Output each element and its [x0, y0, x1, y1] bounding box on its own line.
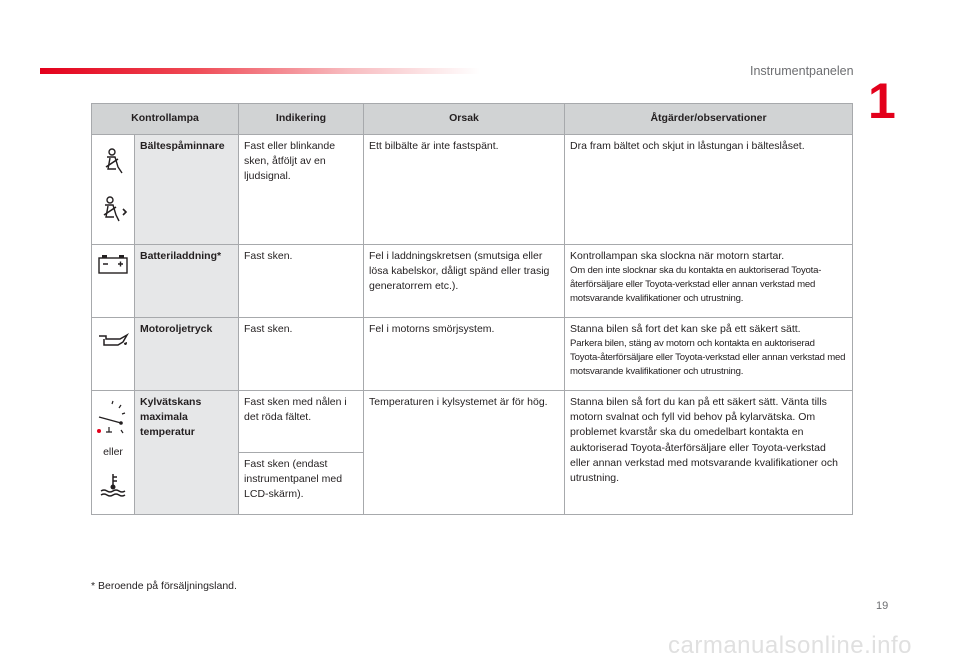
table-row — [92, 318, 853, 391]
coolant-temperature-icon — [98, 472, 128, 498]
action-cell — [565, 245, 853, 318]
lamp-name: Bältespåminnare — [135, 135, 239, 245]
lamp-name: Kylvätskans maximala temperatur — [135, 391, 239, 515]
warning-lamp-table — [91, 103, 853, 515]
action-text: Dra fram bältet och skjut in låstungan i bälteslåset. — [565, 135, 853, 245]
header-atgarder: Åtgärder/observationer — [565, 104, 853, 135]
header-kontrollampa: Kontrollampa — [92, 104, 239, 135]
header-orsak: Orsak — [364, 104, 565, 135]
indication-text: Fast eller blinkande sken, åtföljt av en ljudsignal. — [239, 135, 364, 245]
action-note: Parkera bilen, stäng av motorn och kontakta en auktoriserad Toyota-återförsäljare eller Toyota-verkstad eller annan verkstad med motsvarande kvalifikationer och utrustning. — [570, 338, 846, 378]
header-red-bar — [40, 68, 480, 74]
action-text: Stanna bilen så fort du kan på ett säkert sätt. Vänta tills motorn svalnat och fyll vid behov på kylarvätska. Om problemet kvarstår ska du omedelbart kontakta en auktoriserad Toyota-återförsäljare eller Toyota-verkstad eller annan verkstad med motsvarande kvalifikationer och utrustning. — [565, 391, 853, 515]
icon-separator: eller — [103, 446, 123, 458]
oil-pressure-icon — [96, 330, 130, 350]
chapter-number: 1 — [868, 73, 896, 129]
header-indikering: Indikering — [239, 104, 364, 135]
lamp-name: Motoroljetryck — [135, 318, 239, 391]
action-cell — [565, 318, 853, 391]
icon-cell — [92, 135, 135, 245]
cause-text: Fel i motorns smörjsystem. — [364, 318, 565, 391]
battery-charge-icon — [97, 253, 129, 275]
table-header-row — [92, 104, 853, 135]
indication-text: Fast sken med nålen i det röda fältet. — [239, 391, 364, 453]
indication-alt-text: Fast sken (endast instrumentpanel med LCD-skärm). — [239, 453, 364, 515]
temperature-gauge-icon — [95, 399, 131, 439]
lamp-name: Batteriladdning* — [135, 245, 239, 318]
page-number: 19 — [876, 600, 889, 612]
action-text: Stanna bilen så fort det kan ske på ett säkert sätt. — [570, 323, 801, 335]
action-note: Om den inte slocknar ska du kontakta en auktoriserad Toyota-återförsäljare eller Toyota-verkstad eller annan verkstad med motsvarande kvalifikationer och utrustning. — [570, 265, 822, 305]
indication-text: Fast sken. — [239, 318, 364, 391]
icon-cell — [92, 318, 135, 391]
seatbelt-reminder-icon — [98, 147, 128, 177]
cause-text: Temperaturen i kylsystemet är för hög. — [364, 391, 565, 515]
section-title: Instrumentpanelen — [750, 64, 854, 78]
table-row — [92, 391, 853, 453]
seatbelt-rear-reminder-icon — [97, 195, 129, 227]
cause-text: Ett bilbälte är inte fastspänt. — [364, 135, 565, 245]
table-row — [92, 135, 853, 245]
table-row — [92, 245, 853, 318]
watermark: carmanualsonline.info — [668, 632, 912, 659]
icon-cell — [92, 245, 135, 318]
cause-text: Fel i laddningskretsen (smutsiga eller lösa kabelskor, dåligt spänd eller trasig generatorrem etc.). — [364, 245, 565, 318]
icon-cell — [92, 391, 135, 515]
action-text: Kontrollampan ska slockna när motorn startar. — [570, 250, 785, 262]
indication-text: Fast sken. — [239, 245, 364, 318]
footnote: * Beroende på försäljningsland. — [91, 580, 237, 592]
